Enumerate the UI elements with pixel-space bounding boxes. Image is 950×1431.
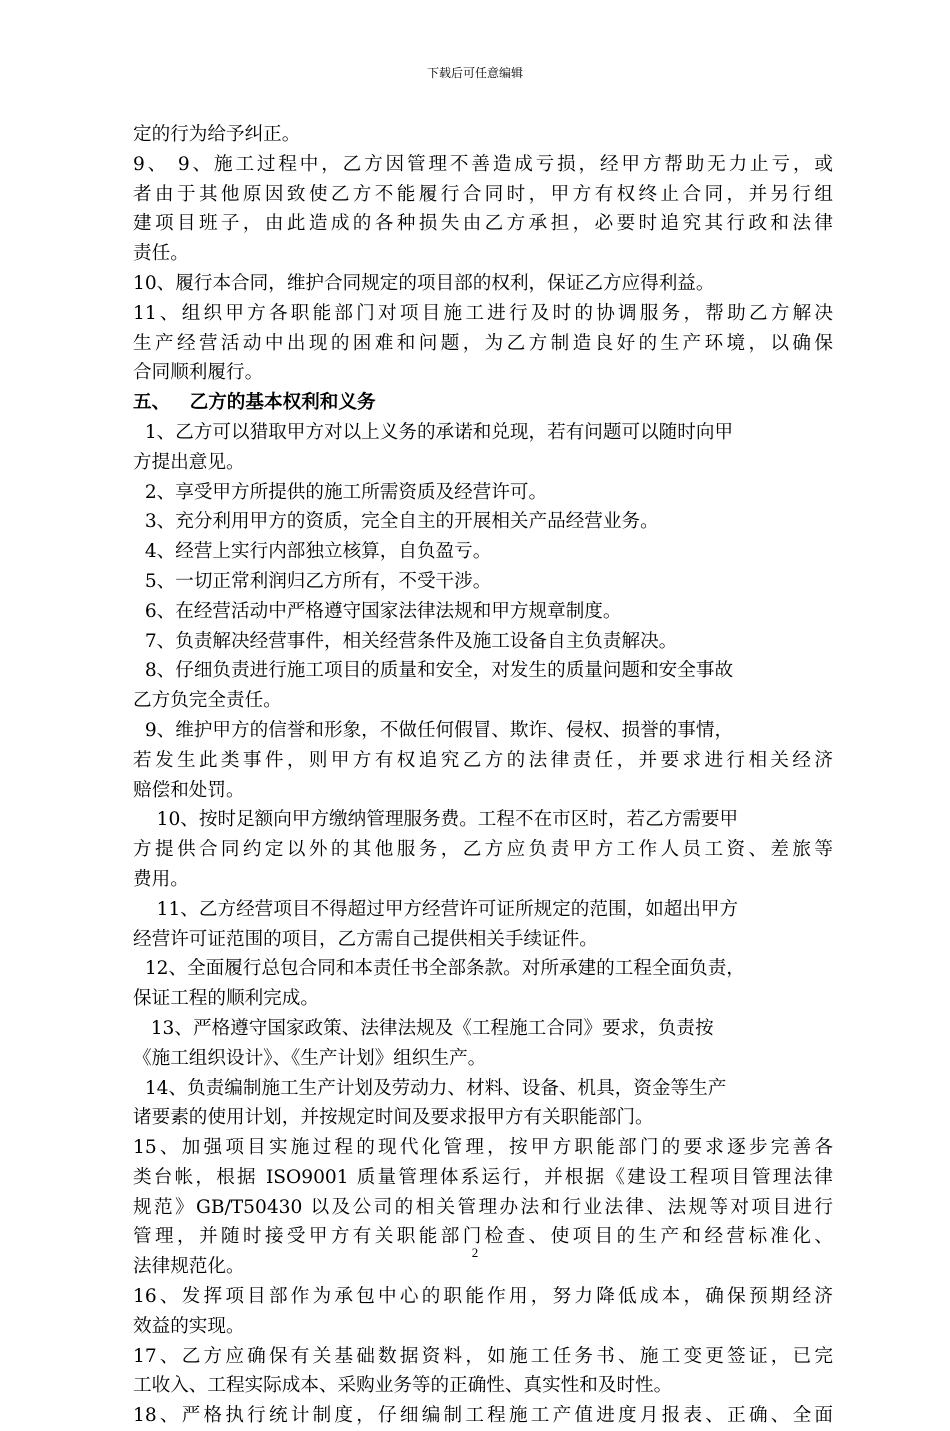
text-line: 11、组织甲方各职能部门对项目施工进行及时的协调服务，帮助乙方解决 [133,302,833,324]
text-line: 4、经营上实行内部独立核算，自负盈亏。 [133,541,492,563]
text-line: 12、全面履行总包合同和本责任书全部条款。对所承建的工程全面负责， [133,958,745,980]
text-line: 法律规范化。 [133,1256,245,1278]
text-line: 10、按时足额向甲方缴纳管理服务费。工程不在市区时，若乙方需要甲 [133,809,739,831]
text-line: 生产经营活动中出现的困难和问题，为乙方制造良好的生产环境，以确保 [133,332,833,354]
text-line: 经营许可证范围的项目，乙方需自己提供相关手续证件。 [133,928,598,950]
text-line: 定的行为给予纠正。 [133,124,301,145]
text-line: 方提供合同约定以外的其他服务，乙方应负责甲方工作人员工资、差旅等 [133,839,833,861]
text-line: 6、在经营活动中严格遵守国家法律法规和甲方规章制度。 [133,600,622,622]
text-line: 类台帐，根据 ISO9001 质量管理体系运行，并根据《建设工程项目管理法律 [133,1166,833,1188]
text-line: 14、负责编制施工生产计划及劳动力、材料、设备、机具，资金等生产 [133,1077,727,1099]
text-line: 10、履行本合同，维护合同规定的项目部的权利，保证乙方应得利益。 [133,272,715,294]
text-line: 13、严格遵守国家政策、法律法规及《工程施工合同》要求，负责按 [133,1017,714,1039]
section-heading: 五、 乙方的基本权利和义务 [133,392,376,414]
text-line: 7、负责解决经营事件，相关经营条件及施工设备自主负责解决。 [133,630,678,652]
text-line: 者由于其他原因致使乙方不能履行合同时，甲方有权终止合同，并另行组 [133,183,833,205]
text-line: 工收入、工程实际成本、采购业务等的正确性、真实性和及时性。 [133,1375,673,1397]
document-body [133,120,833,1431]
text-line: 方提出意见。 [133,451,245,473]
text-line: 保证工程的顺利完成。 [133,988,319,1010]
text-line: 赔偿和处罚。 [133,779,245,801]
text-line: 9、维护甲方的信誉和形象，不做任何假冒、欺诈、侵权、损誉的事情， [133,719,734,741]
text-line: 9、 9、施工过程中，乙方因管理不善造成亏损，经甲方帮助无力止亏，或 [133,153,833,175]
text-line: 规范》GB/T50430 以及公司的相关管理办法和行业法律、法规等对项目进行 [133,1196,833,1218]
text-line: 费用。 [133,868,189,890]
text-line: 17、乙方应确保有关基础数据资料，如施工任务书、施工变更签证，已完 [133,1345,833,1367]
text-line: 8、仔细负责进行施工项目的质量和安全，对发生的质量问题和安全事故 [133,660,734,682]
text-line: 15、加强项目实施过程的现代化管理，按甲方职能部门的要求逐步完善各 [133,1137,833,1159]
text-line: 16、发挥项目部作为承包中心的职能作用，努力降低成本，确保预期经济 [133,1286,833,1308]
page-header: 下载后可任意编辑 [426,66,523,80]
text-line: 5、一切正常利润归乙方所有，不受干涉。 [133,570,492,592]
text-line: 18、严格执行统计制度，仔细编制工程施工产值进度月报表、正确、全面 [133,1405,833,1427]
text-line: 2、享受甲方所提供的施工所需资质及经营许可。 [133,481,548,503]
text-line: 效益的实现。 [133,1315,245,1337]
text-line: 管理，并随时接受甲方有关职能部门检查、使项目的生产和经营标准化、 [133,1226,833,1248]
text-line: 11、乙方经营项目不得超过甲方经营许可证所规定的范围，如超出甲方 [133,898,739,920]
text-line: 3、充分利用甲方的资质，完全自主的开展相关产品经营业务。 [133,511,659,533]
text-line: 合同顺利履行。 [133,362,264,384]
text-line: 乙方负完全责任。 [133,690,282,712]
text-line: 若发生此类事件，则甲方有权追究乙方的法律责任，并要求进行相关经济 [133,749,833,771]
text-line: 《施工组织设计》、《生产计划》组织生产。 [133,1047,487,1069]
text-line: 1、乙方可以猎取甲方对以上义务的承诺和兑现，若有问题可以随时向甲 [133,421,734,443]
text-line: 诸要素的使用计划，并按规定时间及要求报甲方有关职能部门。 [133,1107,654,1129]
text-line: 责任。 [133,243,189,265]
text-line: 建项目班子，由此造成的各种损失由乙方承担，必要时追究其行政和法律 [133,213,833,235]
page-number: 2 [471,1245,479,1260]
